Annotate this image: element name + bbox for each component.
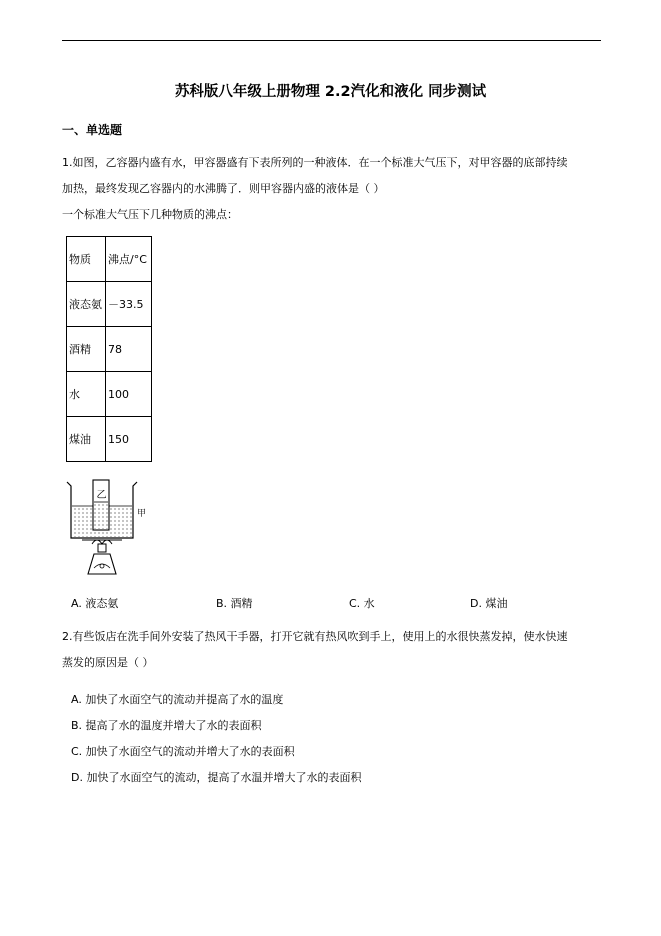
table-cell: 液态氨 <box>67 282 106 327</box>
header-rule <box>62 40 601 41</box>
table-cell: 煤油 <box>67 417 106 462</box>
inner-water <box>94 502 108 529</box>
section-heading: 一、单选题 <box>62 123 123 137</box>
q1-table-caption: 一个标准大气压下几种物质的沸点： <box>62 208 238 221</box>
q1-stem-line2: 加热，最终发现乙容器内的水沸腾了．则甲容器内盛的液体是（ ） <box>62 182 385 195</box>
q1-option-a: A. 液态氨 <box>71 597 119 610</box>
q2-option-b: B. 提高了水的温度并增大了水的表面积 <box>71 719 262 732</box>
q1-option-b: B. 酒精 <box>216 597 253 610</box>
table-cell: 100 <box>106 372 152 417</box>
table-row <box>67 327 152 372</box>
table-header-cell: 沸点/°C <box>106 237 152 282</box>
q2-option-d: D. 加快了水面空气的流动，提高了水温并增大了水的表面积 <box>71 771 362 784</box>
label-yi: 乙 <box>96 490 107 501</box>
page-title: 苏科版八年级上册物理 2.2汽化和液化 同步测试 <box>174 84 487 100</box>
table-header-row <box>67 237 152 282</box>
boiling-point-table <box>66 236 152 462</box>
table-cell: 150 <box>106 417 152 462</box>
q2-option-c: C. 加快了水面空气的流动并增大了水的表面积 <box>71 745 295 758</box>
table-cell: 78 <box>106 327 152 372</box>
beaker-heating-figure <box>62 476 162 586</box>
table-header-cell: 物质 <box>67 237 106 282</box>
table-row <box>67 372 152 417</box>
table-row <box>67 417 152 462</box>
table-cell: －33.5 <box>106 282 152 327</box>
table-cell: 水 <box>67 372 106 417</box>
q2-stem-line2: 蒸发的原因是（ ） <box>62 656 154 669</box>
q2-option-a: A. 加快了水面空气的流动并提高了水的温度 <box>71 693 284 706</box>
q1-option-c: C. 水 <box>349 597 375 610</box>
flame-icon <box>92 540 112 544</box>
q2-stem-line1: 2.有些饭店在洗手间外安装了热风干手器，打开它就有热风吹到手上，使用上的水很快蒸发掉，使水快速 <box>62 630 568 643</box>
q1-option-d: D. 煤油 <box>470 597 508 610</box>
table-row <box>67 282 152 327</box>
label-jia: 甲 <box>137 509 147 519</box>
table-cell: 酒精 <box>67 327 106 372</box>
q1-stem-line1: 1.如图，乙容器内盛有水，甲容器盛有下表所列的一种液体．在一个标准大气压下，对甲容器的底部持续 <box>62 156 568 169</box>
